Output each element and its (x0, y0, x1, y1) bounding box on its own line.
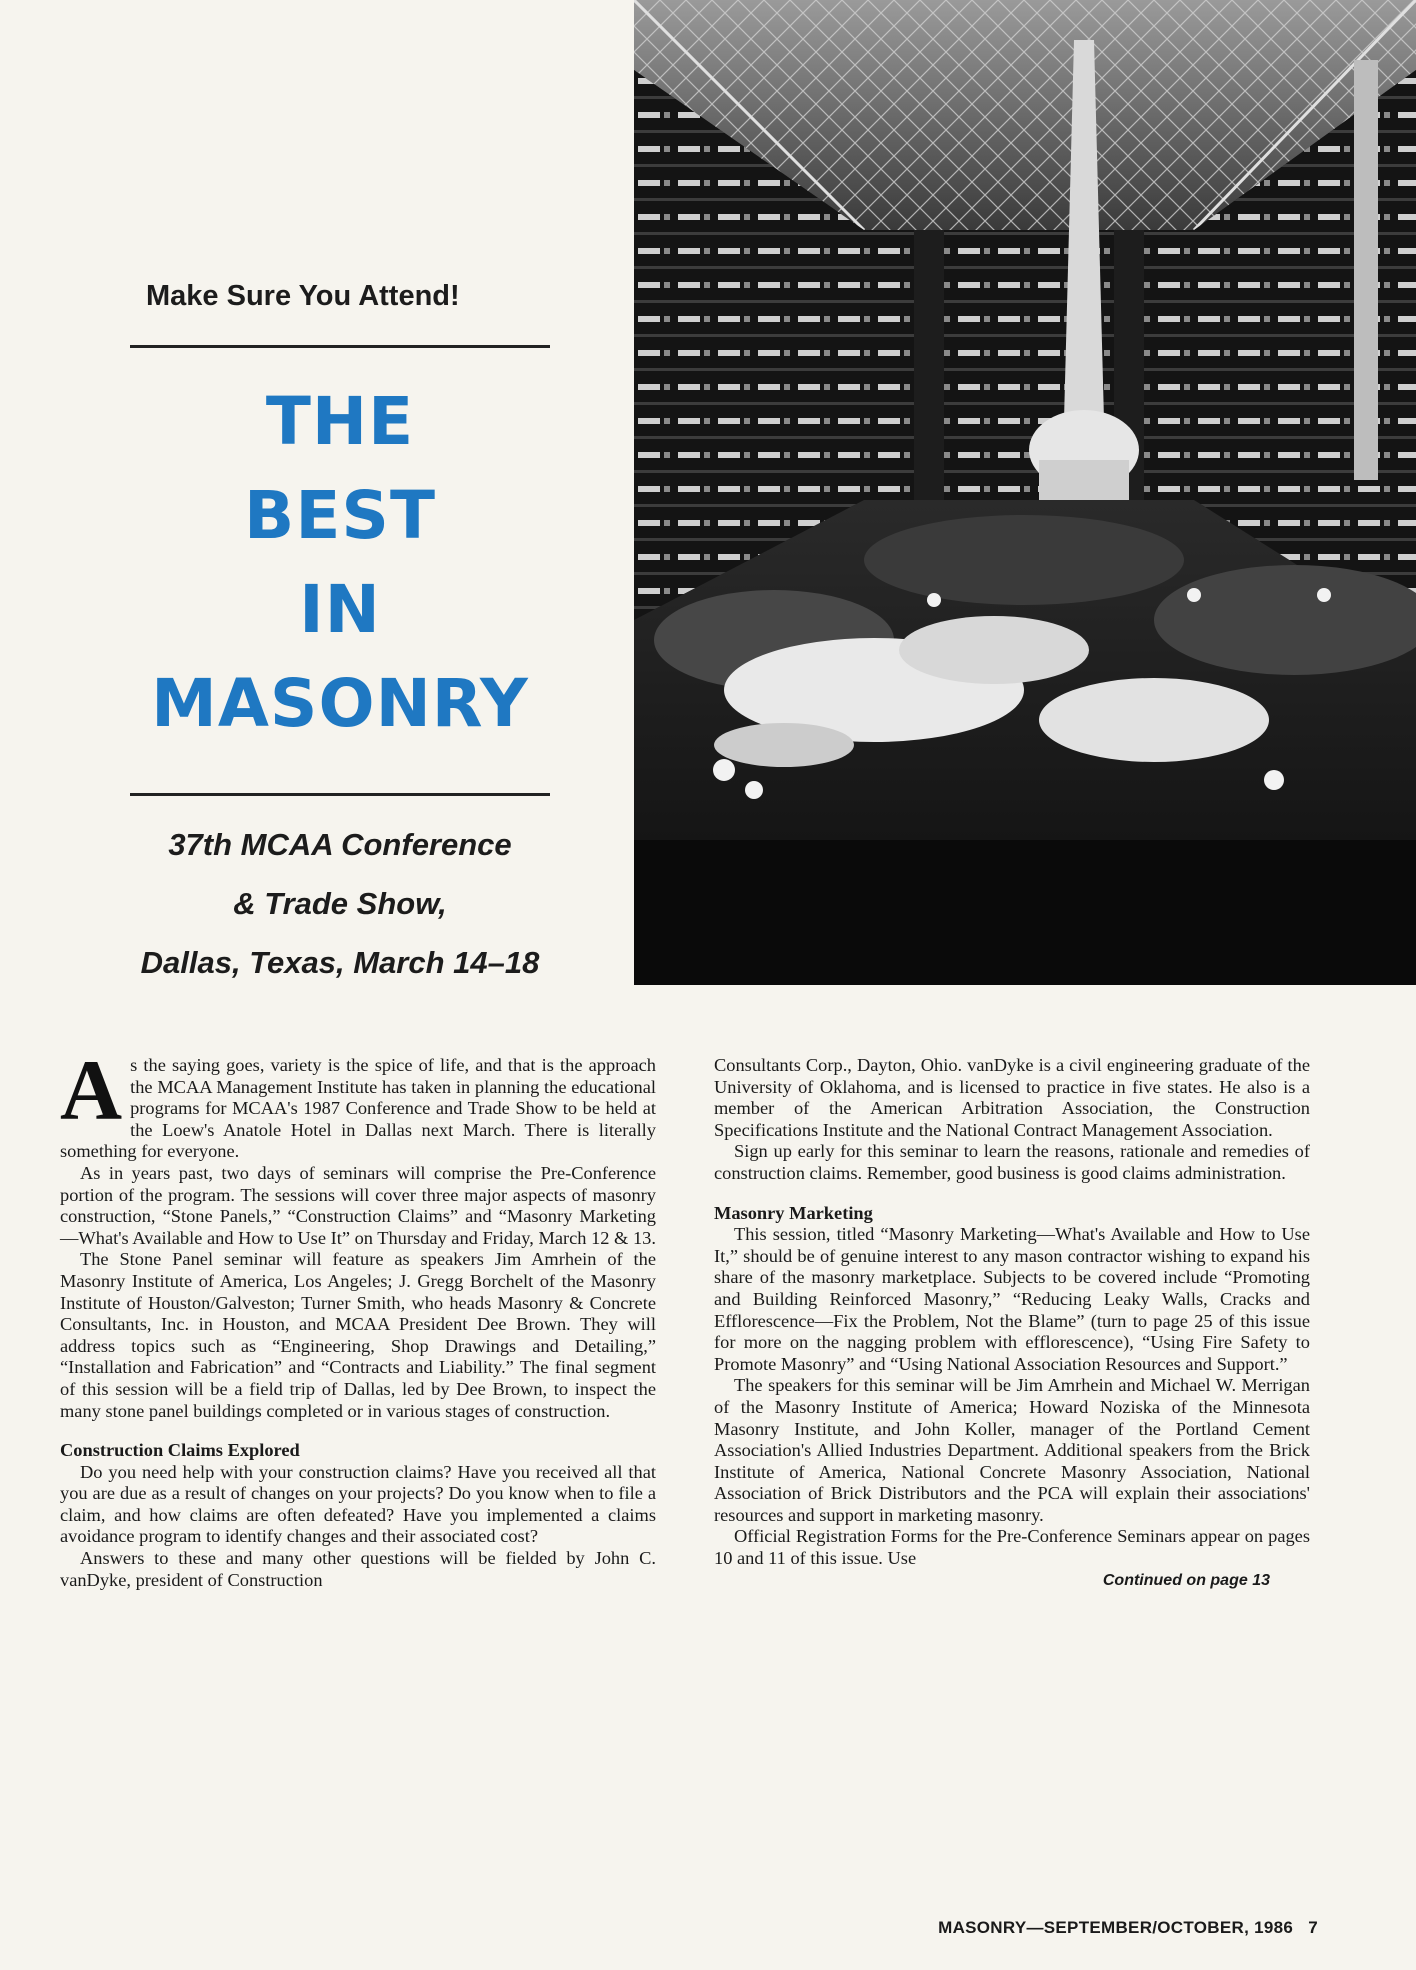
paragraph-stone-panel: The Stone Panel seminar will feature as speakers Jim Amrhein of the Masonry Institute of America, Los Angeles; J. Gregg Borchelt of the Masonry Institute of Houston/Galveston; Turner Smith, who heads Masonry & Concrete Consultants, Inc. in Houston, and MCAA President Dee Brown. They will address topics such as “Engineering, Shop Drawings and Detailing,” “Installation and Fabrication” and “Contracts and Liability.” The final segment of this session will be a field trip of Dallas, led by Dee Brown, to inspect the many stone panel buildings completed or in various stages of construction. (60, 1249, 656, 1421)
headline (130, 375, 550, 751)
page-number: 7 (1308, 1918, 1318, 1937)
paragraph-vandyke: Consultants Corp., Dayton, Ohio. vanDyke is a civil engineering graduate of the University of Oklahoma, and is licensed to practice in five states. He also is a member of the American Arbitration Association, the Construction Specifications Institute and the National Contract Management Association. (714, 1055, 1310, 1140)
subtitle-line-3: Dallas, Texas, March 14–18 (140, 945, 540, 980)
subtitle-line-2: & Trade Show, (233, 886, 447, 921)
paragraph-marketing-session: This session, titled “Masonry Marketing—What's Available and How to Use It,” should be of genuine interest to any mason contractor wishing to expand his share of the masonry marketplace. Subjects to be covered include “Promoting and Building Reinforced Masonry,” “Reducing Leaky Walls, Cracks and Efflorescence—Fix the Problem, Not the Blame” (turn to page 25 of this issue for more on the nagging problem with efflorescence), “Using Fire Safety to Promote Masonry” and “Using National Association Resources and Support.” (714, 1224, 1310, 1374)
headline-line-1: THE (265, 383, 415, 460)
atrium-illustration (634, 0, 1416, 985)
heading-construction-claims: Construction Claims Explored (60, 1440, 300, 1461)
footer-publication: MASONRY—SEPTEMBER/OCTOBER, 1986 (938, 1918, 1294, 1937)
top-divider (130, 345, 550, 348)
intro-paragraph (60, 1042, 656, 1163)
headline-line-4: MASONRY (151, 665, 529, 742)
drop-cap: A (60, 1042, 123, 1138)
continued-link[interactable]: Continued on page 13 (1102, 1571, 1270, 1589)
intro-text: s the saying goes, variety is the spice of life, and that is the approach the MCAA Management Institute has taken in planning the educational programs for MCAA's 1987 Conference and Trade Show to be held at the Loew's Anatole Hotel in Dallas next March. There is literally something for everyone. (60, 1055, 656, 1162)
headline-line-3: IN (299, 571, 381, 648)
paragraph-registration: Official Registration Forms for the Pre-Conference Seminars appear on pages 10 and 11 of this issue. Use (714, 1526, 1310, 1569)
heading-masonry-marketing: Masonry Marketing (714, 1202, 873, 1223)
subtitle (100, 815, 580, 992)
paragraph-seminars: As in years past, two days of seminars will comprise the Pre-Conference portion of the program. The sessions will cover three major aspects of masonry construction, “Stone Panels,” “Construction Claims” and “Masonry Marketing—What's Available and How to Use It” on Thursday and Friday, March 12 & 13. (60, 1162, 656, 1248)
atrium-photo (634, 0, 1416, 985)
kicker-text: Make Sure You Attend! (146, 280, 460, 312)
page-footer (850, 1918, 1318, 1938)
paragraph-sign-up: Sign up early for this seminar to learn the reasons, rationale and remedies of construction claims. Remember, good business is good claims administration. (714, 1141, 1310, 1183)
paragraph-marketing-speakers: The speakers for this seminar will be Jim Amrhein and Michael W. Merrigan of the Masonry Institute of America; Howard Noziska of the Minnesota Masonry Institute, and John Koller, manager of the Portland Cement Association's Allied Industries Department. Additional speakers from the Brick Institute of America, National Concrete Masonry Association, National Association of Brick Distributors and the PCA will explain their associations' resources and support in marketing masonry. (714, 1375, 1310, 1525)
paragraph-claims-answers: Answers to these and many other questions will be fielded by John C. vanDyke, president of Construction (60, 1548, 656, 1590)
bottom-divider (130, 793, 550, 796)
headline-line-2: BEST (244, 477, 436, 554)
subtitle-line-1: 37th MCAA Conference (168, 827, 512, 862)
article-column-right (714, 1055, 1310, 1591)
article-column-left (60, 1042, 656, 1591)
paragraph-claims-questions: Do you need help with your construction claims? Have you received all that you are due as a result of changes on your projects? Do you know when to file a claim, and how claims are often defeated? Have you implemented a claims avoidance program to identify changes and their associated cost? (60, 1461, 656, 1547)
